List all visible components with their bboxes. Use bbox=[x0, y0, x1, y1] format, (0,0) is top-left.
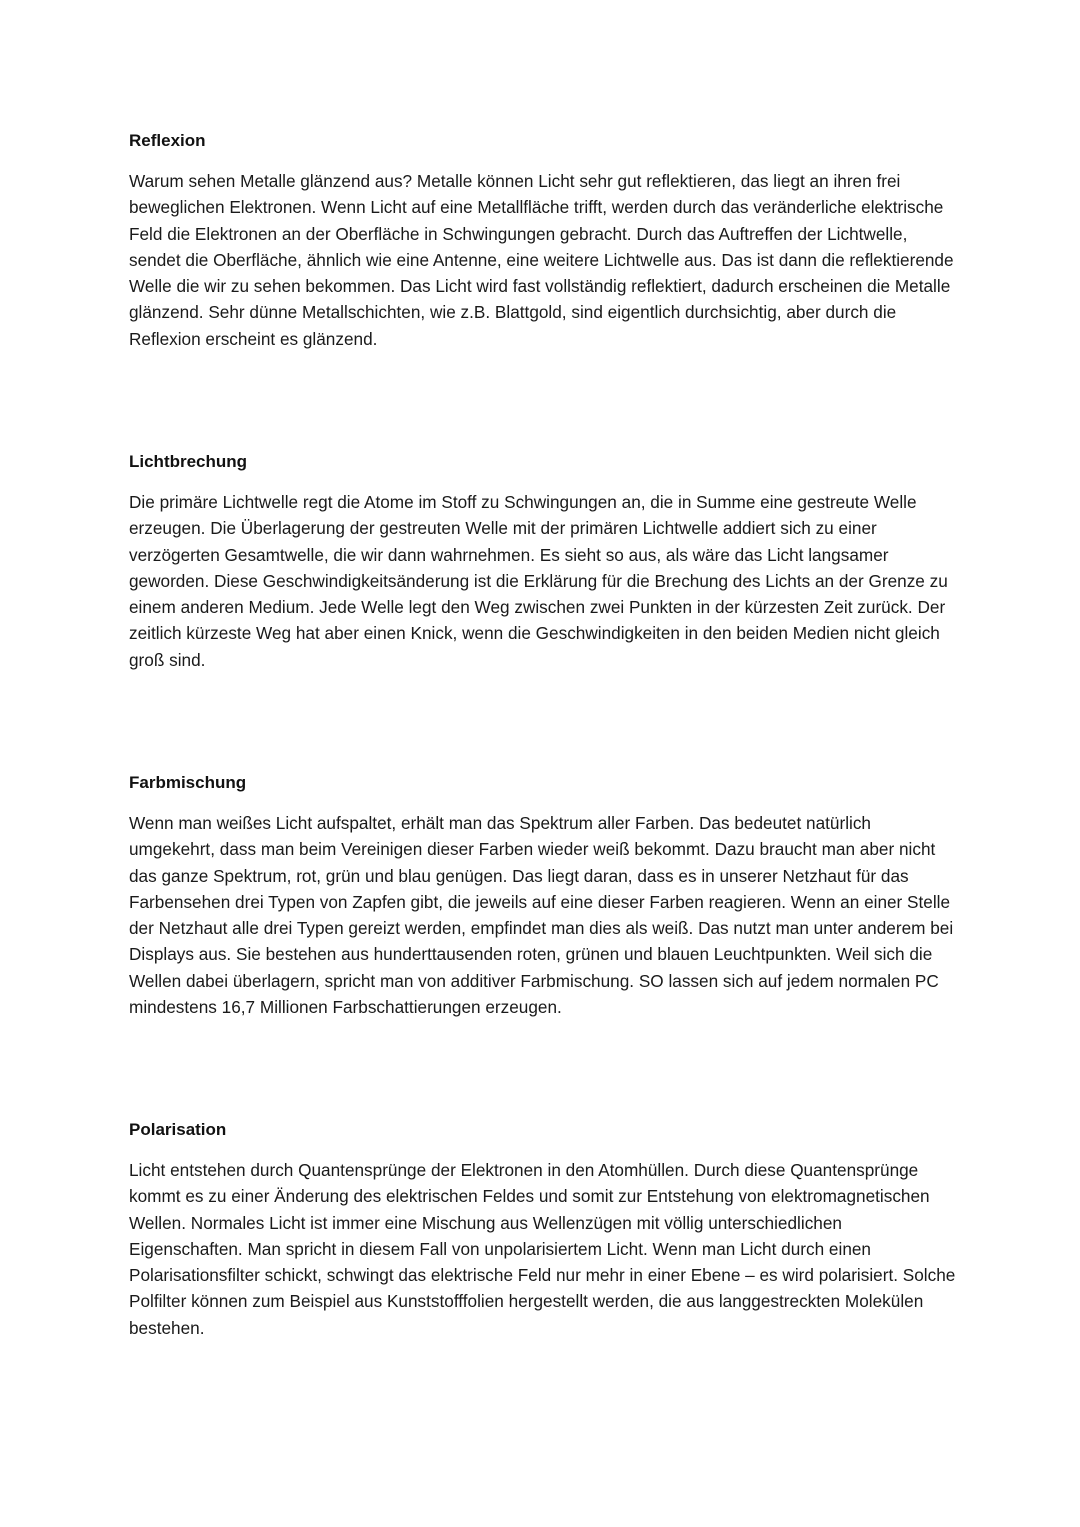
section-reflexion bbox=[129, 131, 959, 352]
section-heading: Polarisation bbox=[129, 1120, 227, 1139]
section-lichtbrechung bbox=[129, 452, 959, 673]
section-paragraph: Die primäre Lichtwelle regt die Atome im Stoff zu Schwingungen an, die in Summe eine gestreute Welle erzeugen. Die Überlagerung der gestreuten Welle mit der primären Lichtwelle addiert sich zu einer verzögerten Gesamtwelle, die wir dann wahrnehmen. Es sieht so aus, als wäre das Licht langsamer geworden. Diese Geschwindigkeitsänderung ist die Erklärung für die Brechung des Lichts an der Grenze zu einem anderen Medium. Jede Welle legt den Weg zwischen zwei Punkten in der kürzesten Zeit zurück. Der zeitlich kürzeste Weg hat aber einen Knick, wenn die Geschwindigkeiten in den beiden Medien nicht gleich groß sind. bbox=[129, 492, 948, 670]
section-heading: Reflexion bbox=[129, 131, 206, 150]
section-paragraph: Licht entstehen durch Quantensprünge der Elektronen in den Atomhüllen. Durch diese Quantensprünge kommt es zu einer Änderung des elektrischen Feldes und somit zur Entstehung von elektromagnetischen Wellen. Normales Licht ist immer eine Mischung aus Wellenzügen mit völlig unterschiedlichen Eigenschaften. Man spricht in diesem Fall von unpolarisiertem Licht. Wenn man Licht durch einen Polarisationsfilter schickt, schwingt das elektrische Feld nur mehr in einer Ebene – es wird polarisiert. Solche Polfilter können zum Beispiel aus Kunststofffolien hergestellt werden, die aus langgestreckten Molekülen bestehen. bbox=[129, 1160, 956, 1338]
section-paragraph: Warum sehen Metalle glänzend aus? Metalle können Licht sehr gut reflektieren, das liegt an ihren frei beweglichen Elektronen. Wenn Licht auf eine Metallfläche trifft, werden durch das veränderliche elektrische Feld die Elektronen an der Oberfläche in Schwingungen gebracht. Durch das Auftreffen der Lichtwelle, sendet die Oberfläche, ähnlich wie eine Antenne, eine weitere Lichtwelle aus. Das ist dann die reflektierende Welle die wir zu sehen bekommen. Das Licht wird fast vollständig reflektiert, dadurch erscheinen die Metalle glänzend. Sehr dünne Metallschichten, wie z.B. Blattgold, sind eigentlich durchsichtig, aber durch die Reflexion erscheint es glänzend. bbox=[129, 171, 954, 349]
section-heading: Farbmischung bbox=[129, 773, 247, 792]
section-paragraph: Wenn man weißes Licht aufspaltet, erhält man das Spektrum aller Farben. Das bedeutet natürlich umgekehrt, dass man beim Vereinigen dieser Farben wieder weiß bekommt. Dazu braucht man aber nicht das ganze Spektrum, rot, grün und blau genügen. Das liegt daran, dass es in unserer Netzhaut für das Farbensehen drei Typen von Zapfen gibt, die jeweils auf eine dieser Farben reagieren. Wenn an einer Stelle der Netzhaut alle drei Typen gereizt werden, empfindet man dies als weiß. Das nutzt man unter anderem bei Displays aus. Sie bestehen aus hunderttausenden roten, grünen und blauen Leuchtpunkten. Weil sich die Wellen dabei überlagern, spricht man von additiver Farbmischung. SO lassen sich auf jedem normalen PC mindestens 16,7 Millionen Farbschattierungen erzeugen. bbox=[129, 813, 954, 1018]
section-heading: Lichtbrechung bbox=[129, 452, 248, 471]
section-farbmischung bbox=[129, 773, 959, 1020]
section-polarisation bbox=[129, 1120, 959, 1341]
